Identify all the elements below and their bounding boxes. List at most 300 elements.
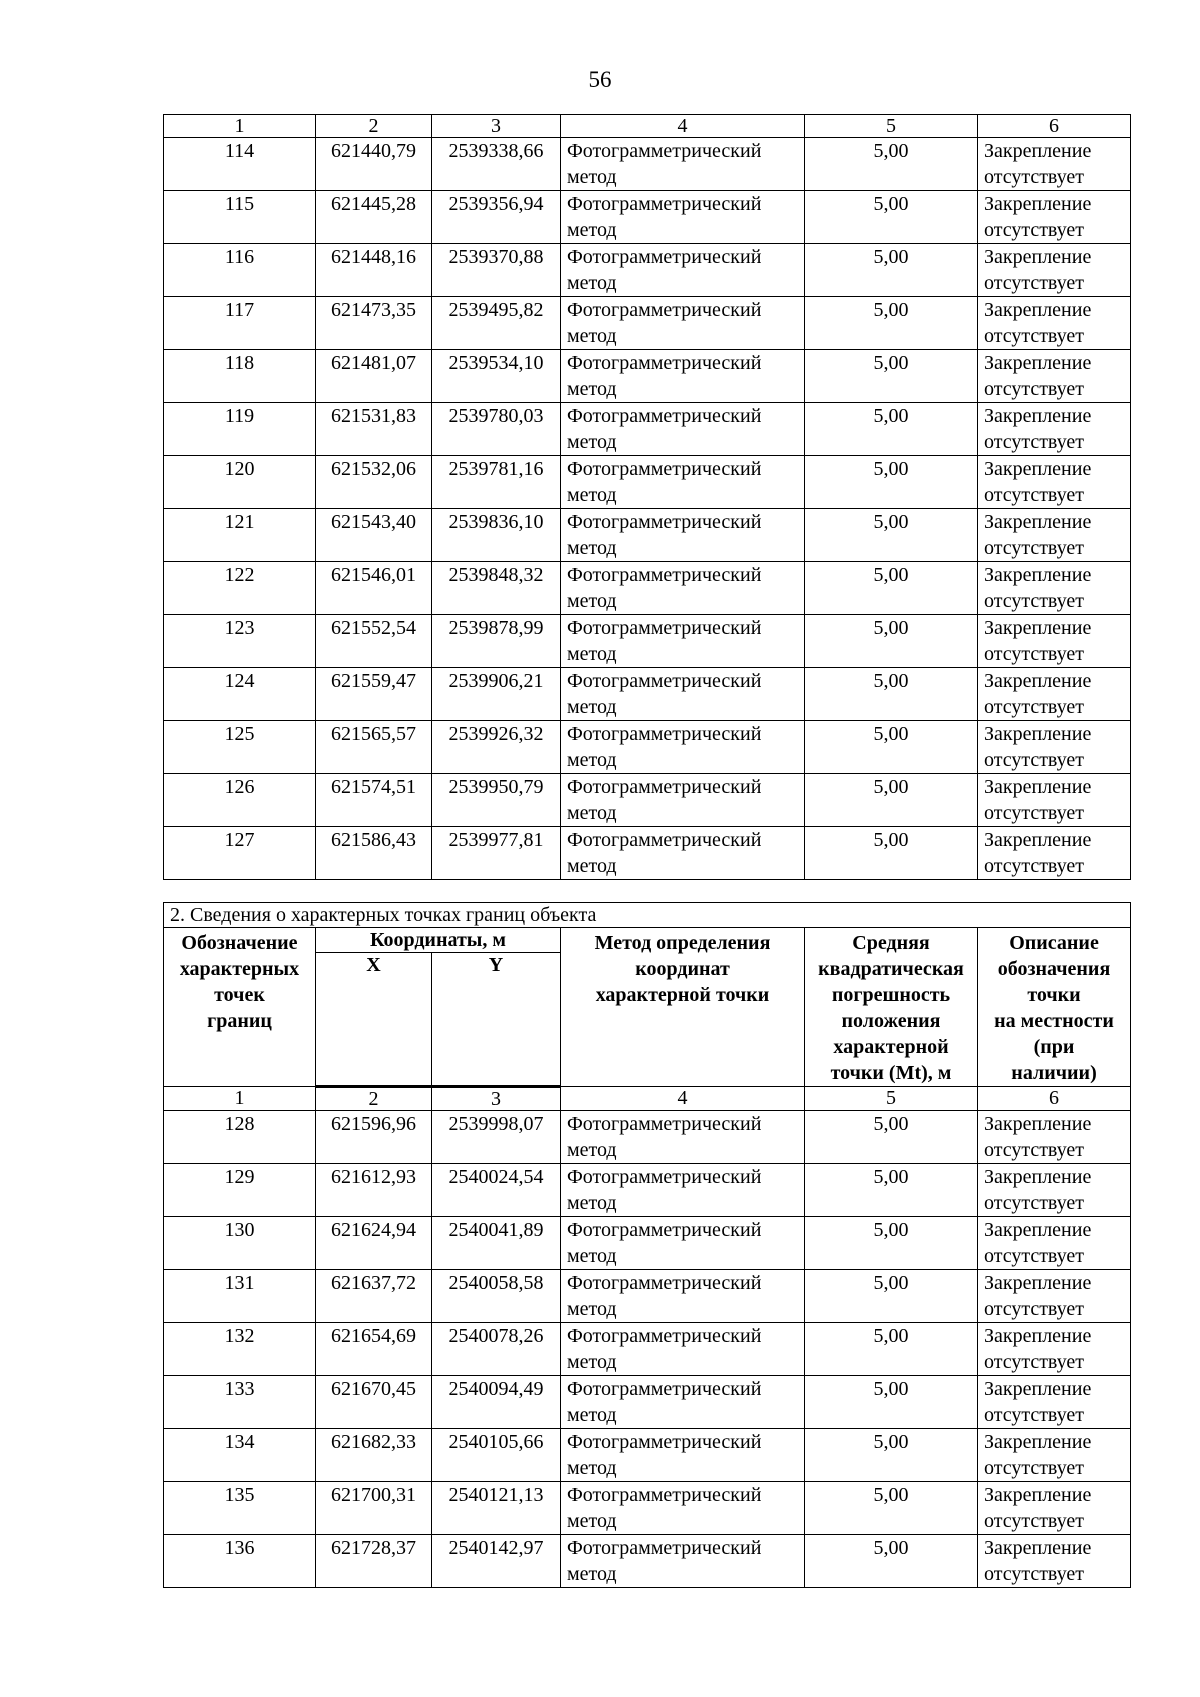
method-cell [561, 774, 805, 827]
method-cell [561, 244, 805, 297]
x-coordinate-cell: 621624,94 [316, 1217, 432, 1270]
method-line: метод [567, 431, 617, 453]
y-coordinate-cell: 2540078,26 [432, 1323, 561, 1376]
table-row [164, 1217, 1131, 1270]
column-number: 5 [805, 1087, 978, 1111]
method-line: метод [567, 643, 617, 665]
y-coordinate-cell: 2540024,54 [432, 1164, 561, 1217]
description-line: отсутствует [984, 1563, 1085, 1585]
description-line: отсутствует [984, 537, 1085, 559]
method-line: Фотограмметрический [567, 829, 762, 851]
table-row [164, 138, 1131, 191]
y-coordinate-cell: 2539495,82 [432, 297, 561, 350]
header-method [561, 928, 805, 1087]
header-line: точек [214, 984, 265, 1006]
mt-cell: 5,00 [805, 191, 978, 244]
point-number-cell: 123 [164, 615, 316, 668]
point-number-cell: 135 [164, 1482, 316, 1535]
mt-cell: 5,00 [805, 350, 978, 403]
point-number-cell: 126 [164, 774, 316, 827]
mt-cell: 5,00 [805, 244, 978, 297]
method-line: метод [567, 696, 617, 718]
header-line: Метод определения [594, 932, 771, 954]
point-number-cell: 128 [164, 1111, 316, 1164]
method-cell [561, 1482, 805, 1535]
method-cell [561, 1164, 805, 1217]
method-line: метод [567, 1510, 617, 1532]
method-cell [561, 1323, 805, 1376]
table-row [164, 1111, 1131, 1164]
method-line: Фотограмметрический [567, 511, 762, 533]
description-line: Закрепление [984, 1272, 1092, 1294]
column-number: 2 [316, 1087, 432, 1111]
description-line: отсутствует [984, 484, 1085, 506]
point-number-cell: 115 [164, 191, 316, 244]
header-x: X [316, 953, 432, 1087]
method-line: метод [567, 590, 617, 612]
description-cell [978, 721, 1131, 774]
point-number-cell: 125 [164, 721, 316, 774]
x-coordinate-cell: 621682,33 [316, 1429, 432, 1482]
method-cell [561, 1111, 805, 1164]
description-line: Закрепление [984, 405, 1092, 427]
description-cell [978, 350, 1131, 403]
header-coordinates: Координаты, м [316, 928, 561, 953]
x-coordinate-cell: 621596,96 [316, 1111, 432, 1164]
y-coordinate-cell: 2540121,13 [432, 1482, 561, 1535]
table-row [164, 668, 1131, 721]
column-number: 2 [316, 115, 432, 138]
method-cell [561, 668, 805, 721]
description-line: отсутствует [984, 166, 1085, 188]
point-number-cell: 131 [164, 1270, 316, 1323]
method-line: Фотограмметрический [567, 1378, 762, 1400]
description-line: отсутствует [984, 643, 1085, 665]
description-cell [978, 668, 1131, 721]
description-line: Закрепление [984, 1113, 1092, 1135]
method-cell [561, 615, 805, 668]
method-line: метод [567, 1139, 617, 1161]
method-line: Фотограмметрический [567, 1431, 762, 1453]
table-row [164, 1376, 1131, 1429]
header-y: Y [432, 953, 561, 1087]
point-number-cell: 119 [164, 403, 316, 456]
description-cell [978, 138, 1131, 191]
mt-cell: 5,00 [805, 1482, 978, 1535]
method-line: Фотограмметрический [567, 352, 762, 374]
point-number-cell: 134 [164, 1429, 316, 1482]
description-cell [978, 1376, 1131, 1429]
table2-body [164, 903, 1131, 1588]
header-line: Обозначение [181, 932, 298, 954]
x-coordinate-cell: 621448,16 [316, 244, 432, 297]
header-line: координат [635, 958, 730, 980]
x-coordinate-cell: 621586,43 [316, 827, 432, 880]
x-coordinate-cell: 621546,01 [316, 562, 432, 615]
point-number-cell: 136 [164, 1535, 316, 1588]
point-number-cell: 116 [164, 244, 316, 297]
description-line: отсутствует [984, 1192, 1085, 1214]
method-line: метод [567, 1404, 617, 1426]
method-line: метод [567, 749, 617, 771]
x-coordinate-cell: 621543,40 [316, 509, 432, 562]
point-number-cell: 132 [164, 1323, 316, 1376]
table-row [164, 827, 1131, 880]
method-line: Фотограмметрический [567, 140, 762, 162]
x-coordinate-cell: 621574,51 [316, 774, 432, 827]
description-line: Закрепление [984, 1484, 1092, 1506]
point-number-cell: 120 [164, 456, 316, 509]
method-cell [561, 1270, 805, 1323]
description-line: отсутствует [984, 1510, 1085, 1532]
method-cell [561, 403, 805, 456]
column-number: 3 [432, 1087, 561, 1111]
description-cell [978, 1429, 1131, 1482]
table-row [164, 1164, 1131, 1217]
table-row [164, 774, 1131, 827]
point-number-cell: 130 [164, 1217, 316, 1270]
column-number: 1 [164, 1087, 316, 1111]
method-cell [561, 1429, 805, 1482]
mt-cell: 5,00 [805, 1164, 978, 1217]
x-coordinate-cell: 621473,35 [316, 297, 432, 350]
method-line: метод [567, 272, 617, 294]
description-cell [978, 191, 1131, 244]
table-row [164, 191, 1131, 244]
method-cell [561, 297, 805, 350]
x-coordinate-cell: 621440,79 [316, 138, 432, 191]
mt-cell: 5,00 [805, 403, 978, 456]
y-coordinate-cell: 2539977,81 [432, 827, 561, 880]
mt-cell: 5,00 [805, 509, 978, 562]
y-coordinate-cell: 2540058,58 [432, 1270, 561, 1323]
description-cell [978, 244, 1131, 297]
table1-body [164, 115, 1131, 880]
method-line: метод [567, 219, 617, 241]
x-coordinate-cell: 621654,69 [316, 1323, 432, 1376]
description-line: отсутствует [984, 855, 1085, 877]
x-coordinate-cell: 621532,06 [316, 456, 432, 509]
description-line: Закрепление [984, 1378, 1092, 1400]
header-point-designation [164, 928, 316, 1087]
header-line: наличии) [1011, 1062, 1097, 1084]
method-line: метод [567, 166, 617, 188]
method-cell [561, 827, 805, 880]
column-number: 5 [805, 115, 978, 138]
description-cell [978, 1323, 1131, 1376]
table-row [164, 1323, 1131, 1376]
description-line: отсутствует [984, 590, 1085, 612]
point-number-cell: 114 [164, 138, 316, 191]
x-coordinate-cell: 621559,47 [316, 668, 432, 721]
description-line: Закрепление [984, 299, 1092, 321]
mt-cell: 5,00 [805, 456, 978, 509]
table-row [164, 350, 1131, 403]
description-cell [978, 1535, 1131, 1588]
mt-cell: 5,00 [805, 1535, 978, 1588]
y-coordinate-cell: 2539534,10 [432, 350, 561, 403]
method-cell [561, 562, 805, 615]
x-coordinate-cell: 621700,31 [316, 1482, 432, 1535]
x-coordinate-cell: 621565,57 [316, 721, 432, 774]
method-cell [561, 1376, 805, 1429]
mt-cell: 5,00 [805, 1323, 978, 1376]
description-line: Закрепление [984, 1537, 1092, 1559]
description-cell [978, 297, 1131, 350]
method-line: Фотограмметрический [567, 1537, 762, 1559]
mt-cell: 5,00 [805, 827, 978, 880]
method-line: метод [567, 378, 617, 400]
method-line: метод [567, 802, 617, 824]
y-coordinate-cell: 2539836,10 [432, 509, 561, 562]
description-line: отсутствует [984, 749, 1085, 771]
description-line: отсутствует [984, 1139, 1085, 1161]
header-line: квадратическая [818, 958, 964, 980]
y-coordinate-cell: 2539878,99 [432, 615, 561, 668]
column-numbers-row [164, 115, 1131, 138]
method-line: метод [567, 325, 617, 347]
x-coordinate-cell: 621481,07 [316, 350, 432, 403]
description-line: Закрепление [984, 1325, 1092, 1347]
description-line: Закрепление [984, 1219, 1092, 1241]
description-cell [978, 403, 1131, 456]
mt-cell: 5,00 [805, 615, 978, 668]
method-line: Фотограмметрический [567, 1272, 762, 1294]
method-line: метод [567, 1351, 617, 1373]
description-cell [978, 1111, 1131, 1164]
description-cell [978, 1217, 1131, 1270]
mt-cell: 5,00 [805, 562, 978, 615]
method-line: метод [567, 1245, 617, 1267]
header-line: Средняя [852, 932, 930, 954]
header-line: на местности [994, 1010, 1114, 1032]
y-coordinate-cell: 2540094,49 [432, 1376, 561, 1429]
table-row [164, 403, 1131, 456]
x-coordinate-cell: 621531,83 [316, 403, 432, 456]
method-line: метод [567, 1192, 617, 1214]
table-row [164, 456, 1131, 509]
x-coordinate-cell: 621612,93 [316, 1164, 432, 1217]
description-line: отсутствует [984, 272, 1085, 294]
y-coordinate-cell: 2539848,32 [432, 562, 561, 615]
page-number: 56 [588, 67, 612, 92]
table-row [164, 1482, 1131, 1535]
method-line: метод [567, 855, 617, 877]
header-line: Описание [1009, 932, 1099, 954]
method-cell [561, 456, 805, 509]
table-row [164, 244, 1131, 297]
x-coordinate-cell: 621637,72 [316, 1270, 432, 1323]
mt-cell: 5,00 [805, 297, 978, 350]
header-line: характерной [833, 1036, 949, 1058]
table-row [164, 1535, 1131, 1588]
description-line: отсутствует [984, 1404, 1085, 1426]
x-coordinate-cell: 621728,37 [316, 1535, 432, 1588]
method-line: Фотограмметрический [567, 299, 762, 321]
method-line: Фотограмметрический [567, 776, 762, 798]
description-line: Закрепление [984, 352, 1092, 374]
header-line: (при [1033, 1036, 1075, 1058]
description-line: отсутствует [984, 1351, 1085, 1373]
description-line: Закрепление [984, 564, 1092, 586]
column-numbers-row [164, 1087, 1131, 1111]
table-row [164, 509, 1131, 562]
method-line: Фотограмметрический [567, 1325, 762, 1347]
method-cell [561, 509, 805, 562]
method-line: метод [567, 1298, 617, 1320]
description-cell [978, 562, 1131, 615]
description-line: Закрепление [984, 193, 1092, 215]
table-caption-row [164, 903, 1131, 928]
description-line: Закрепление [984, 1166, 1092, 1188]
method-line: Фотограмметрический [567, 1166, 762, 1188]
point-number-cell: 118 [164, 350, 316, 403]
header-line: погрешность [831, 984, 951, 1006]
method-line: Фотограмметрический [567, 246, 762, 268]
method-line: метод [567, 484, 617, 506]
mt-cell: 5,00 [805, 1270, 978, 1323]
description-cell [978, 456, 1131, 509]
method-cell [561, 1217, 805, 1270]
point-number-cell: 129 [164, 1164, 316, 1217]
table-row [164, 297, 1131, 350]
y-coordinate-cell: 2539950,79 [432, 774, 561, 827]
description-line: Закрепление [984, 723, 1092, 745]
method-line: Фотограмметрический [567, 564, 762, 586]
table-row [164, 1270, 1131, 1323]
header-line: обозначения [997, 958, 1111, 980]
point-number-cell: 124 [164, 668, 316, 721]
header-line: границ [207, 1010, 272, 1032]
description-cell [978, 774, 1131, 827]
column-number: 4 [561, 1087, 805, 1111]
boundary-points-table-continued [163, 114, 1131, 880]
description-cell [978, 1482, 1131, 1535]
y-coordinate-cell: 2539338,66 [432, 138, 561, 191]
description-line: отсутствует [984, 1298, 1085, 1320]
method-cell [561, 1535, 805, 1588]
point-number-cell: 133 [164, 1376, 316, 1429]
method-line: Фотограмметрический [567, 193, 762, 215]
method-line: метод [567, 1563, 617, 1585]
method-line: Фотограмметрический [567, 1219, 762, 1241]
x-coordinate-cell: 621552,54 [316, 615, 432, 668]
description-line: Закрепление [984, 458, 1092, 480]
mt-cell: 5,00 [805, 1376, 978, 1429]
column-number: 6 [978, 115, 1131, 138]
description-cell [978, 615, 1131, 668]
description-line: отсутствует [984, 1245, 1085, 1267]
column-number: 1 [164, 115, 316, 138]
point-number-cell: 121 [164, 509, 316, 562]
description-cell [978, 1270, 1131, 1323]
column-number: 6 [978, 1087, 1131, 1111]
method-cell [561, 191, 805, 244]
description-line: отсутствует [984, 431, 1085, 453]
header-line: точки [1027, 984, 1081, 1006]
y-coordinate-cell: 2539906,21 [432, 668, 561, 721]
method-line: Фотограмметрический [567, 458, 762, 480]
description-line: отсутствует [984, 378, 1085, 400]
column-number: 3 [432, 115, 561, 138]
description-cell [978, 1164, 1131, 1217]
y-coordinate-cell: 2539780,03 [432, 403, 561, 456]
method-line: Фотограмметрический [567, 405, 762, 427]
table-row [164, 562, 1131, 615]
y-coordinate-cell: 2539370,88 [432, 244, 561, 297]
mt-cell: 5,00 [805, 1111, 978, 1164]
point-number-cell: 122 [164, 562, 316, 615]
description-line: Закрепление [984, 246, 1092, 268]
table-row [164, 615, 1131, 668]
description-cell [978, 509, 1131, 562]
description-line: Закрепление [984, 511, 1092, 533]
header-description [978, 928, 1131, 1087]
method-line: Фотограмметрический [567, 1113, 762, 1135]
method-cell [561, 721, 805, 774]
header-row [164, 928, 1131, 953]
mt-cell: 5,00 [805, 138, 978, 191]
point-number-cell: 127 [164, 827, 316, 880]
description-line: Закрепление [984, 617, 1092, 639]
method-line: Фотограмметрический [567, 670, 762, 692]
x-coordinate-cell: 621445,28 [316, 191, 432, 244]
header-line: точки (Mt), м [830, 1062, 952, 1084]
mt-cell: 5,00 [805, 774, 978, 827]
description-line: отсутствует [984, 1457, 1085, 1479]
header-line: характерных [179, 958, 300, 980]
header-mt [805, 928, 978, 1087]
mt-cell: 5,00 [805, 1429, 978, 1482]
table-caption: 2. Сведения о характерных точках границ объекта [164, 903, 1131, 928]
mt-cell: 5,00 [805, 1217, 978, 1270]
description-line: Закрепление [984, 670, 1092, 692]
y-coordinate-cell: 2539926,32 [432, 721, 561, 774]
mt-cell: 5,00 [805, 668, 978, 721]
y-coordinate-cell: 2540105,66 [432, 1429, 561, 1482]
method-line: Фотограмметрический [567, 1484, 762, 1506]
description-line: Закрепление [984, 140, 1092, 162]
description-line: отсутствует [984, 219, 1085, 241]
method-cell [561, 350, 805, 403]
y-coordinate-cell: 2539781,16 [432, 456, 561, 509]
y-coordinate-cell: 2540142,97 [432, 1535, 561, 1588]
boundary-points-table [163, 902, 1131, 1588]
description-line: отсутствует [984, 325, 1085, 347]
description-line: Закрепление [984, 776, 1092, 798]
description-line: Закрепление [984, 829, 1092, 851]
method-cell [561, 138, 805, 191]
header-line: положения [841, 1010, 941, 1032]
table-row [164, 721, 1131, 774]
table-row [164, 1429, 1131, 1482]
y-coordinate-cell: 2539998,07 [432, 1111, 561, 1164]
method-line: Фотограмметрический [567, 617, 762, 639]
description-cell [978, 827, 1131, 880]
description-line: отсутствует [984, 696, 1085, 718]
description-line: Закрепление [984, 1431, 1092, 1453]
x-coordinate-cell: 621670,45 [316, 1376, 432, 1429]
mt-cell: 5,00 [805, 721, 978, 774]
header-line: характерной точки [595, 984, 770, 1006]
method-line: Фотограмметрический [567, 723, 762, 745]
point-number-cell: 117 [164, 297, 316, 350]
y-coordinate-cell: 2540041,89 [432, 1217, 561, 1270]
method-line: метод [567, 537, 617, 559]
description-line: отсутствует [984, 802, 1085, 824]
method-line: метод [567, 1457, 617, 1479]
column-number: 4 [561, 115, 805, 138]
